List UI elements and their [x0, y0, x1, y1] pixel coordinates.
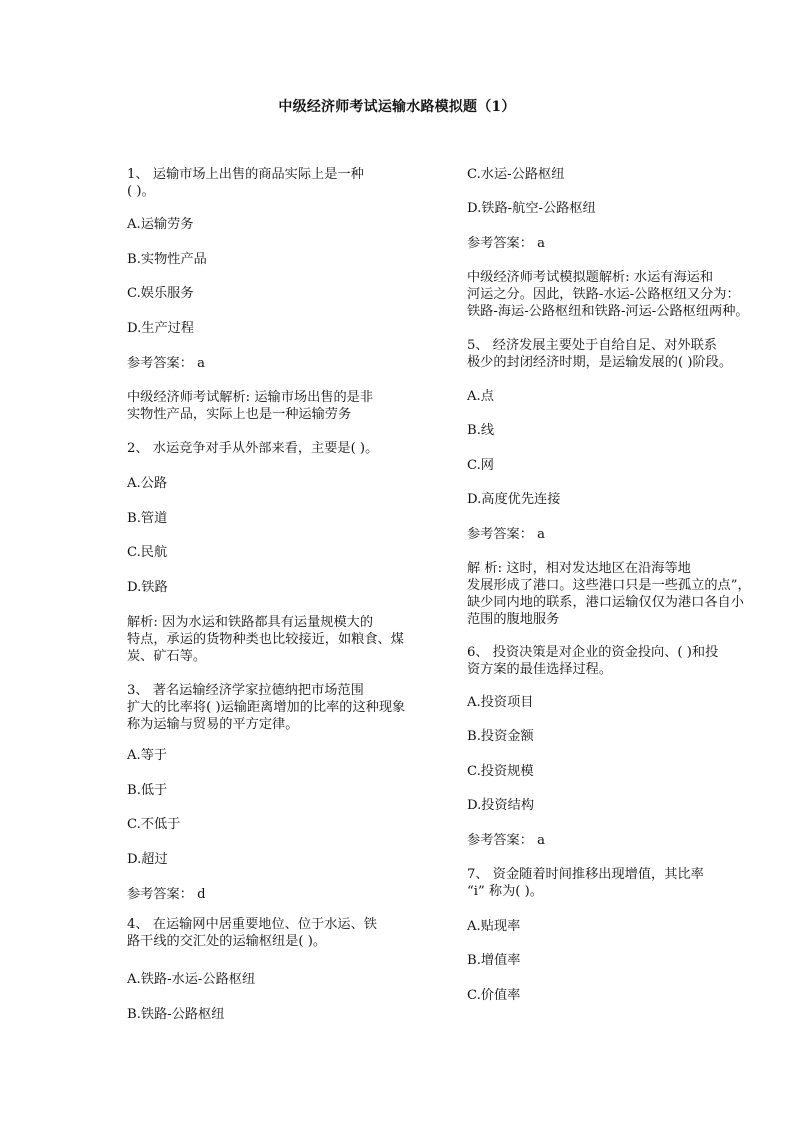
text-line: B.低于 — [127, 783, 168, 798]
paragraph — [127, 971, 389, 988]
paragraph — [467, 166, 729, 183]
text-line: C.水运-公路枢纽 — [467, 167, 565, 182]
paragraph — [467, 526, 729, 543]
text-line: C.民航 — [127, 545, 168, 560]
text-line: D.铁路-航空-公路枢纽 — [467, 201, 596, 216]
text-line: 缺少同内地的联系，港口运输仅仅为港口各自小 — [467, 595, 744, 610]
text-line: 特点，承运的货物种类也比较接近，如粮食、煤 — [127, 632, 404, 647]
text-line: ( )。 — [127, 184, 155, 199]
paragraph — [467, 797, 729, 814]
text-line: 2、 水运竞争对手从外部来看，主要是( )。 — [127, 441, 379, 456]
text-line: D.铁路 — [127, 580, 168, 595]
paragraph — [127, 285, 389, 302]
paragraph — [127, 816, 389, 833]
paragraph — [467, 728, 729, 745]
paragraph — [127, 166, 389, 200]
paragraph — [127, 579, 389, 596]
text-line: 参考答案： a — [467, 527, 545, 542]
text-line: B.铁路-公路枢纽 — [127, 1007, 225, 1022]
text-line: D.投资结构 — [467, 798, 535, 813]
text-line: 河运之分。因此，铁路-水运-公路枢纽又分为： — [467, 287, 740, 302]
paragraph — [467, 694, 729, 711]
text-line: 7、 资金随着时间推移出现增值，其比率 — [467, 867, 704, 882]
text-line: 6、 投资决策是对企业的资金投向、( )和投 — [467, 645, 719, 660]
paragraph — [467, 832, 729, 849]
text-line: A.投资项目 — [467, 695, 534, 710]
paragraph — [467, 987, 729, 1004]
paragraph — [127, 475, 389, 492]
text-line: 路干线的交汇处的运输枢纽是( )。 — [127, 934, 327, 949]
text-line: A.运输劳务 — [127, 217, 194, 232]
paragraph — [467, 918, 729, 935]
text-line: C.网 — [467, 458, 494, 473]
text-line: 参考答案： d — [127, 887, 206, 902]
text-line: 中级经济师考试模拟题解析: 水运有海运和 — [467, 270, 714, 285]
text-line: 解 析: 这时，相对发达地区在沿海等地 — [467, 561, 691, 576]
paragraph — [467, 269, 749, 320]
paragraph — [467, 763, 729, 780]
text-line: 参考答案： a — [127, 356, 205, 371]
text-line: A.公路 — [127, 476, 168, 491]
text-line: 参考答案： a — [467, 236, 545, 251]
text-line: D.生产过程 — [127, 321, 195, 336]
text-line: A.点 — [467, 389, 494, 404]
text-line: 发展形成了港口。这些港口只是一些孤立的点”， — [467, 578, 751, 593]
text-line: A.等于 — [127, 748, 168, 763]
text-line: D.超过 — [127, 852, 168, 867]
paragraph — [127, 251, 389, 268]
paragraph — [467, 952, 729, 969]
text-line: 解析: 因为水运和铁路都具有运量规模大的 — [127, 615, 374, 630]
paragraph — [127, 682, 406, 733]
text-line: 资方案的最佳选择过程。 — [467, 662, 613, 677]
paragraph — [467, 457, 729, 474]
text-line: 扩大的比率将( )运输距离增加的比率的这种现象 — [127, 700, 406, 715]
text-line: 5、 经济发展主要处于自给自足、对外联系 — [467, 338, 717, 353]
text-line: 1、 运输市场上出售的商品实际上是一种 — [127, 167, 364, 182]
paragraph — [127, 320, 389, 337]
paragraph — [467, 337, 733, 371]
page-title: 中级经济师考试运输水路模拟题（1） — [278, 99, 516, 115]
text-line: C.娱乐服务 — [127, 286, 194, 301]
text-line: D.高度优先连接 — [467, 492, 561, 507]
paragraph — [467, 560, 751, 628]
text-line: A.贴现率 — [467, 919, 521, 934]
text-line: 中级经济师考试解析: 运输市场出售的是非 — [127, 390, 374, 405]
paragraph — [127, 782, 389, 799]
text-line: 极少的封闭经济时期，是运输发展的( )阶段。 — [467, 355, 733, 370]
paragraph — [127, 851, 389, 868]
text-line: 4、 在运输网中居重要地位、位于水运、铁 — [127, 917, 377, 932]
text-line: 范围的腹地服务 — [467, 612, 560, 627]
text-line: 实物性产品，实际上也是一种运输劳务 — [127, 407, 352, 422]
text-line: 炭、矿石等。 — [127, 649, 207, 664]
text-line: C.不低于 — [127, 817, 181, 832]
text-line: C.投资规模 — [467, 764, 534, 779]
paragraph — [467, 866, 729, 900]
paragraph — [127, 747, 389, 764]
paragraph — [127, 440, 389, 457]
paragraph — [127, 389, 389, 423]
text-line: 参考答案： a — [467, 833, 545, 848]
paragraph — [127, 544, 389, 561]
paragraph — [127, 510, 389, 527]
text-line: “i” 称为( )。 — [467, 884, 543, 899]
text-line: B.投资金额 — [467, 729, 534, 744]
text-line: B.线 — [467, 423, 495, 438]
text-line: 3、 著名运输经济学家拉德纳把市场范围 — [127, 683, 364, 698]
text-line: B.增值率 — [467, 953, 521, 968]
text-line: 称为运输与贸易的平方定律。 — [127, 717, 299, 732]
text-line: 铁路-海运-公路枢纽和铁路-河运-公路枢纽两种。 — [467, 304, 749, 319]
paragraph — [127, 614, 404, 665]
text-line: A.铁路-水运-公路枢纽 — [127, 972, 256, 987]
text-line: C.价值率 — [467, 988, 521, 1003]
paragraph — [467, 388, 729, 405]
paragraph — [127, 886, 389, 903]
text-line: B.管道 — [127, 511, 168, 526]
paragraph — [127, 355, 389, 372]
paragraph — [467, 644, 729, 678]
paragraph — [127, 1006, 389, 1023]
paragraph — [467, 491, 729, 508]
paragraph — [467, 422, 729, 439]
paragraph — [127, 916, 389, 950]
paragraph — [467, 235, 729, 252]
paragraph — [467, 200, 729, 217]
text-line: B.实物性产品 — [127, 252, 207, 267]
paragraph — [127, 216, 389, 233]
